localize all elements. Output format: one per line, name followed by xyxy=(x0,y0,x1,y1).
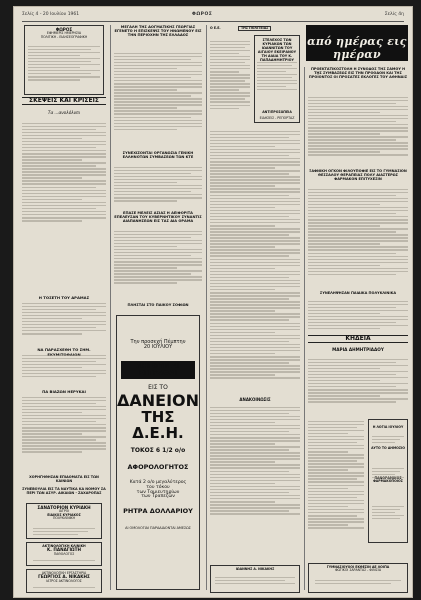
ad-dei-loan xyxy=(116,315,200,590)
ad-interest: ΤΟΚΟΣ 6 1/2 ο/ο xyxy=(130,446,186,454)
ad-title: ΣΑΝΑΤΟΡΙΟΝ ΚΥΡΙΑΚΗ xyxy=(37,505,91,510)
obituary-name: ΜΑΡΙΑ ΔΗΜΗΤΡΙΑΔΟΥ xyxy=(332,347,384,352)
ad-dollar-clause: ΡΗΤΡΑ ΔΟΛΛΑΡΙΟΥ xyxy=(123,507,193,516)
ad-connector: ΕΙΣ ΤΟ xyxy=(148,384,168,392)
ad-line: του τόκου xyxy=(146,484,170,490)
publication-name: ΦΩΡΟΣ xyxy=(55,27,73,32)
ad-radiology xyxy=(26,569,102,593)
column-banner xyxy=(306,25,408,61)
ad-line: ΓΕΩΡΓΙΟΣ Α. ΝΙΚΑΚΗΣ xyxy=(38,574,90,580)
feature-footer: ΕΙΔΗΣΕΙΣ - ΡΕΠΟΡΤΑΖ xyxy=(259,115,295,120)
publication-line: ΕΦΗΜΕΡΙΣ ΗΜΕΡΗΣΙΑ xyxy=(46,31,82,36)
ad-tax-free: ΑΦΟΡΟΛΟΓΗΤΟΣ xyxy=(127,463,189,472)
masthead-date: Σελίς 4 - 20 Ιουλίου 1961 xyxy=(22,12,80,17)
masthead-rule xyxy=(22,21,404,22)
newspaper-page xyxy=(13,6,413,598)
headline: ΣΥΝΕΧΙΖΟΝΤΑΙ ΟΡΓΑΝΩΣΙΑ ΓΕΝΙΚΗ ΕΛΛΗΝΟΤΩΝ ΣΥΜΒΑΣΕΩΝ ΤΩΝ ΚΤΕ xyxy=(122,151,194,159)
ad-line: ΑΥΤΟ ΤΟ ΔΗΜΟΣΙΟ xyxy=(371,446,405,451)
headline: ΣΥΝΕΛΗΨΗΣΑΝ ΠΑΙΔΙΚΑ ΠΟΛΥΚΛΙΝΙΚΑ xyxy=(319,291,397,295)
publication-box xyxy=(24,25,104,95)
ad-footer-box xyxy=(210,565,300,593)
ad-title: ΙΩΑΝΝΗΣ Α. ΝΙΚΑΚΗΣ xyxy=(235,567,275,571)
masthead-page: Σελίς 4η xyxy=(384,12,404,17)
notice-heading: ΧΟΡΗΓΗΘΗΣΑΝ ΕΠΙΔΟΜΑΤΑ ΕΙΣ ΤΩΝ ΚΑΙΝΙΩΝ xyxy=(29,475,99,483)
small-label: Ο Ε.Ε. xyxy=(210,26,221,30)
ad-footer-box xyxy=(308,563,408,593)
column-2 xyxy=(114,25,202,595)
ad-intro: Την προσεχή Πέμπτην xyxy=(130,339,186,345)
ad-title: ΑΚΤΙΝΟΛΟΓΙΚΗ ΕΡΓΑΣΤΗΡΙΑ xyxy=(41,571,87,575)
section-heading: ΠΑ ΒΙΑΖΩΝ ΗΕΡΥΚΑΙ xyxy=(42,389,86,394)
obituary-header xyxy=(308,335,408,343)
small-label: ΤΗΣ ΠΟΛΙΤΕΙΑΣ xyxy=(238,26,271,31)
ad-headline: ΛΗΓΟΥΝ ΑΙ ΕΓΓΡΑΦΑΙ xyxy=(121,361,195,380)
headline: ΞΑΦΝΙΚΗ ΟΓΚΟΝ ΦΙΛΟΥΠΟΦΙΕ ΕΙΣ ΤΟ ΓΥΜΝΑΣΙΟΝ ΘΕΣΣΑΛΟΥ ΘΕΡΑΠΕΙΑΣ ΠΟΛΥ ΔΙΑΣΤΕΡΩΣ ΦΑΡΜΑΚΟΝ ΕΠΙΤΥΧΕΣΙΝ xyxy=(309,169,407,181)
column-3 xyxy=(210,25,300,595)
ad-line: των Ταμιευτηρίων xyxy=(136,489,180,495)
ad-intro-date: 20 ΙΟΥΛΙΟΥ xyxy=(143,344,173,351)
ad-line: Κατά 2 ο/ο μεγαλύτερος xyxy=(129,479,187,485)
headline: ΕΠΑΣΕ ΜΕΛΕΙΣ ΑΣΙΑΣ Η ΑΕΙΦΟΡΙΤΑ ΕΠΕΛΕΥΣΑΝ ΤΟΥ ΚΥΒΕΡΝΗΤΙΚΟΥ ΣΥΝΑΝΤΙΣ ΔΙΑΠΑΝΗΣΕΩΝ ΕΙΣ ΤΑΣ ΔΙΑ ΟΡΑΜΑ xyxy=(114,211,202,223)
ad-line: ΦΩΤΙΚΟΙ ΣΑΡΑΝΤΑΣ - ΦΙΛΙΣΙΑ xyxy=(334,568,382,573)
subheadline: Τα ...ανολόλυπι xyxy=(47,110,81,115)
ad-line: Η ΛΟΓΙΑ ΙΟΥΛΙΟΥ xyxy=(372,425,404,429)
headline: ΠΛΗΣΤΑΙ ΣΤΟ ΠΑΙΚΟΥ ΣΟΦΙΩΝ xyxy=(127,303,189,307)
column-1 xyxy=(22,25,106,595)
ad-line: ΠΟΛΥΚΛΙΝΙΚΗ xyxy=(52,516,76,521)
section-heading: Η ΤΟΣΕΤΗ ΤΟΥ ΔΡΑΜΑΣ xyxy=(38,295,90,300)
section-heading: ΝΑ ΠΑΡΑΣΧΕΘΗ ΤΟ ΣΗΜ. xyxy=(37,347,91,352)
ad-big-title-2: ΤΗΣ Δ.Ε.Η. xyxy=(132,408,184,443)
ad-line: ΙΑΤΡΟΣ ΑΚΤΙΝΟΛΟΓΟΣ xyxy=(46,578,82,583)
ad-side-box xyxy=(368,419,408,543)
feature-footer: ΑΝΤΙΠΡΟΣΩΠΕΙΑ xyxy=(262,109,292,114)
masthead-title: ΦΩΡΟΣ xyxy=(192,12,213,17)
ad-sanatorium xyxy=(26,503,102,539)
ad-line: ΕΙΔΙΚΟΣ ΚΥΡΙΑΚΟΣ xyxy=(47,512,81,517)
ad-title: ΑΚΤΙΝΟΛΟΓΙΚΗ ΚΛΙΝΙΚΗ xyxy=(42,544,86,548)
banner-area xyxy=(214,25,408,65)
column-divider xyxy=(206,25,207,590)
masthead xyxy=(22,10,404,20)
obituary-title: ΚΗΔΕΙΑ xyxy=(345,335,371,342)
ad-line: ΠΑΘΟΛΟΓΟΣ xyxy=(53,551,75,556)
feature-headline: ΣΤΕΛΕΧΟΣ ΤΩΝ ΚΥΡΙΑΚΩΝ ΤΩΝ ΙΩΑΝΝΙΤΩΝ ΤΟΥ ΑΙΓΑΙΟΥ ΕΚΕΙΡΑΝΟΥ ΤΗ ΔΙΑΙΑ ΤΟΥ Κ. ΠΑΠΑΔΗΜΗΤΡΙΟΥ xyxy=(257,38,297,62)
ad-line: ΓΥΜΝΑΣΙΟΥΧΟΙ ΕΚΘΕΣΙΝ ΔΕ ΛΟΙΠΑ xyxy=(326,565,390,569)
notice-heading: ΣΥΝΕΒΟΥΛΙΑ ΕΙΣ ΤΑ ΝΑΥΤΙΚΑ ΚΑ ΝΟΜΟΥ ΣΑ ΠΕΡΙ ΤΩΝ ΑΣΥΡ. ΔΙΚΑΙΩΝ - ΖΑΧΑΡΟΠΑΣ xyxy=(22,487,106,495)
section-header xyxy=(22,97,106,105)
headline: ΜΕΓΑΛΗ ΤΗΣ ΔΟΓΜΑΤΙΚΗΣ ΓΕΩΡΓΙΑΣ ΕΓΕΝΕΤΟ Η ΕΠΙΣΚΕΨΙΣ ΤΟΥ ΗΝΩΜΕΝΟΥ ΕΙΣ ΤΗΝ ΠΕΡΙΟΧΗΝ ΤΗΣ ΕΛΛΑΔΟΣ xyxy=(114,25,202,37)
ad-line: ΦΑΡΜΑΚΟΠΟΙΟΣ xyxy=(373,479,403,484)
announcement-heading: ΑΝΑΚΟΙΝΩΣΙΣ xyxy=(239,397,271,402)
column-divider xyxy=(110,25,111,590)
ad-line: των Τραπεζών xyxy=(141,494,175,500)
ad-footer: ΑΙ ΟΜΟΛΟΓΙΑΙ ΠΑΡΑΔΙΔΟΝΤΑΙ ΑΜΕΣΩΣ xyxy=(125,525,191,530)
ad-clinic xyxy=(26,542,102,566)
publication-line: ΠΟΛΙΤΙΚΗ - ΕΙΔΗΣΕΟΓΡΑΦΙΚΗ xyxy=(40,34,88,39)
ad-line: Κ. ΠΑΝΑΓΙΩΤΗ xyxy=(47,547,81,553)
column-divider xyxy=(304,67,305,590)
column-4 xyxy=(308,67,408,595)
ad-line: ΙΑΤΡΟΙ xyxy=(58,509,70,514)
ad-big-title: ΔΑΝΕΙΟΝ xyxy=(117,391,200,411)
banner-title: από ημέρας εις ημέραν xyxy=(307,35,407,61)
headline: ΠΡΟΕΚΤΑΤΙΚΟΣΤΟΛΗ Η ΣΥΝΟΔΟΣ ΤΗΣ ΣΑΜΟΥ Η ΤΗΣ ΣΥΜΒΑΣΕΩΣ ΕΙΣ ΤΗΝ ΠΡΟΟΔΟΝ ΚΑΙ ΤΗΣ ΠΡΟΪΟΝΤΟΣ ΟΙ ΠΡΟΣΑΤΕΣ ΕΚΛΟΓΕΣ ΤΟΥ ΑΘΗΝΑΙΣ xyxy=(308,67,408,79)
headline: ΣΚΕΨΕΙΣ ΚΑΙ ΚΡΙΣΕΙΣ xyxy=(29,97,99,104)
